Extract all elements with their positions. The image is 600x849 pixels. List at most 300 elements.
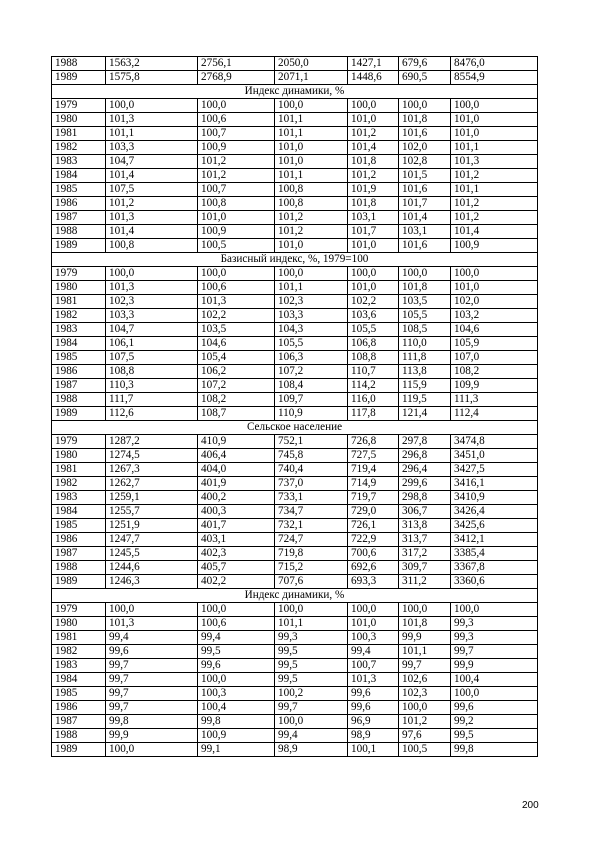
value-cell: 101,3	[106, 617, 198, 631]
value-cell: 100,0	[399, 267, 451, 281]
table-row	[52, 743, 538, 757]
value-cell: 107,5	[106, 183, 198, 197]
value-cell: 3416,1	[451, 477, 538, 491]
value-cell: 112,4	[451, 407, 538, 421]
value-cell: 99,8	[451, 743, 538, 757]
table-row	[52, 337, 538, 351]
value-cell: 733,1	[275, 491, 348, 505]
value-cell: 103,3	[275, 309, 348, 323]
value-cell: 101,2	[198, 169, 275, 183]
value-cell: 101,8	[399, 281, 451, 295]
value-cell: 726,1	[348, 519, 399, 533]
value-cell: 99,7	[106, 687, 198, 701]
value-cell: 1575,8	[106, 71, 198, 85]
value-cell: 104,3	[275, 323, 348, 337]
value-cell: 3451,0	[451, 449, 538, 463]
value-cell: 297,8	[399, 435, 451, 449]
value-cell: 101,3	[348, 673, 399, 687]
value-cell: 101,2	[106, 197, 198, 211]
year-cell: 1984	[52, 337, 106, 351]
year-cell: 1979	[52, 267, 106, 281]
value-cell: 99,4	[275, 729, 348, 743]
year-cell: 1980	[52, 449, 106, 463]
value-cell: 101,2	[451, 169, 538, 183]
value-cell: 8476,0	[451, 57, 538, 71]
value-cell: 99,5	[198, 645, 275, 659]
year-cell: 1984	[52, 505, 106, 519]
table-body	[52, 57, 538, 757]
value-cell: 101,1	[451, 141, 538, 155]
value-cell: 99,6	[348, 701, 399, 715]
value-cell: 99,5	[275, 659, 348, 673]
value-cell: 311,2	[399, 575, 451, 589]
value-cell: 3426,4	[451, 505, 538, 519]
value-cell: 110,0	[399, 337, 451, 351]
value-cell: 101,2	[275, 225, 348, 239]
year-cell: 1989	[52, 71, 106, 85]
value-cell: 101,0	[451, 113, 538, 127]
value-cell: 119,5	[399, 393, 451, 407]
value-cell: 101,1	[275, 113, 348, 127]
table-row	[52, 519, 538, 533]
value-cell: 101,3	[106, 281, 198, 295]
value-cell: 99,7	[275, 701, 348, 715]
value-cell: 100,0	[451, 687, 538, 701]
value-cell: 405,7	[198, 561, 275, 575]
value-cell: 101,4	[399, 211, 451, 225]
value-cell: 101,2	[198, 155, 275, 169]
value-cell: 110,9	[275, 407, 348, 421]
value-cell: 113,8	[399, 365, 451, 379]
value-cell: 101,1	[275, 281, 348, 295]
value-cell: 306,7	[399, 505, 451, 519]
value-cell: 99,7	[399, 659, 451, 673]
value-cell: 100,0	[106, 99, 198, 113]
value-cell: 116,0	[348, 393, 399, 407]
table-row	[52, 127, 538, 141]
value-cell: 99,7	[106, 659, 198, 673]
value-cell: 99,7	[106, 701, 198, 715]
value-cell: 101,1	[275, 169, 348, 183]
value-cell: 722,9	[348, 533, 399, 547]
value-cell: 115,9	[399, 379, 451, 393]
value-cell: 100,0	[198, 99, 275, 113]
year-cell: 1986	[52, 365, 106, 379]
value-cell: 102,6	[399, 673, 451, 687]
value-cell: 100,9	[198, 141, 275, 155]
value-cell: 99,4	[198, 631, 275, 645]
table-row	[52, 491, 538, 505]
value-cell: 3427,5	[451, 463, 538, 477]
value-cell: 406,4	[198, 449, 275, 463]
value-cell: 100,0	[106, 267, 198, 281]
year-cell: 1985	[52, 687, 106, 701]
value-cell: 100,0	[198, 267, 275, 281]
year-cell: 1988	[52, 561, 106, 575]
value-cell: 100,8	[275, 183, 348, 197]
value-cell: 101,7	[348, 225, 399, 239]
value-cell: 1448,6	[348, 71, 399, 85]
value-cell: 692,6	[348, 561, 399, 575]
value-cell: 1427,1	[348, 57, 399, 71]
table-row	[52, 435, 538, 449]
value-cell: 103,1	[399, 225, 451, 239]
value-cell: 99,6	[348, 687, 399, 701]
table-row	[52, 379, 538, 393]
value-cell: 100,9	[451, 239, 538, 253]
page-number: 200	[522, 800, 539, 811]
value-cell: 101,0	[348, 239, 399, 253]
value-cell: 100,0	[451, 267, 538, 281]
value-cell: 1255,7	[106, 505, 198, 519]
table-row	[52, 687, 538, 701]
table-row	[52, 57, 538, 71]
value-cell: 296,8	[399, 449, 451, 463]
value-cell: 101,2	[275, 211, 348, 225]
value-cell: 112,6	[106, 407, 198, 421]
value-cell: 298,8	[399, 491, 451, 505]
value-cell: 740,4	[275, 463, 348, 477]
value-cell: 101,4	[106, 225, 198, 239]
value-cell: 99,6	[198, 659, 275, 673]
value-cell: 99,6	[451, 701, 538, 715]
value-cell: 1267,3	[106, 463, 198, 477]
year-cell: 1988	[52, 57, 106, 71]
year-cell: 1981	[52, 127, 106, 141]
value-cell: 105,5	[275, 337, 348, 351]
value-cell: 100,0	[198, 603, 275, 617]
table-row	[52, 659, 538, 673]
value-cell: 101,0	[275, 141, 348, 155]
table-row	[52, 141, 538, 155]
year-cell: 1985	[52, 351, 106, 365]
value-cell: 110,3	[106, 379, 198, 393]
value-cell: 101,2	[348, 169, 399, 183]
year-cell: 1981	[52, 631, 106, 645]
value-cell: 99,7	[451, 645, 538, 659]
value-cell: 102,3	[399, 687, 451, 701]
value-cell: 101,6	[399, 127, 451, 141]
value-cell: 3425,6	[451, 519, 538, 533]
year-cell: 1986	[52, 533, 106, 547]
table-row	[52, 463, 538, 477]
value-cell: 403,1	[198, 533, 275, 547]
table-row	[52, 155, 538, 169]
year-cell: 1983	[52, 155, 106, 169]
value-cell: 714,9	[348, 477, 399, 491]
value-cell: 100,6	[198, 113, 275, 127]
value-cell: 104,6	[451, 323, 538, 337]
value-cell: 1245,5	[106, 547, 198, 561]
section-header-row	[52, 589, 538, 603]
value-cell: 400,2	[198, 491, 275, 505]
section-title: Индекс динамики, %	[52, 589, 538, 603]
value-cell: 100,0	[348, 603, 399, 617]
year-cell: 1985	[52, 519, 106, 533]
value-cell: 309,7	[399, 561, 451, 575]
value-cell: 99,1	[198, 743, 275, 757]
value-cell: 410,9	[198, 435, 275, 449]
value-cell: 100,7	[198, 183, 275, 197]
value-cell: 2071,1	[275, 71, 348, 85]
table-row	[52, 701, 538, 715]
year-cell: 1982	[52, 645, 106, 659]
value-cell: 719,8	[275, 547, 348, 561]
value-cell: 114,2	[348, 379, 399, 393]
value-cell: 101,0	[198, 211, 275, 225]
value-cell: 101,3	[198, 295, 275, 309]
value-cell: 101,2	[348, 127, 399, 141]
table-row	[52, 533, 538, 547]
value-cell: 99,5	[275, 673, 348, 687]
year-cell: 1987	[52, 211, 106, 225]
value-cell: 99,8	[198, 715, 275, 729]
value-cell: 121,4	[399, 407, 451, 421]
value-cell: 98,9	[348, 729, 399, 743]
value-cell: 108,5	[399, 323, 451, 337]
value-cell: 108,2	[451, 365, 538, 379]
value-cell: 105,5	[399, 309, 451, 323]
table-row	[52, 575, 538, 589]
section-title: Индекс динамики, %	[52, 85, 538, 99]
section-header-row	[52, 421, 538, 435]
value-cell: 690,5	[399, 71, 451, 85]
value-cell: 101,8	[399, 617, 451, 631]
value-cell: 109,7	[275, 393, 348, 407]
table-row	[52, 365, 538, 379]
table-row	[52, 267, 538, 281]
value-cell: 100,6	[198, 281, 275, 295]
value-cell: 401,7	[198, 519, 275, 533]
table-row	[52, 225, 538, 239]
table-row	[52, 617, 538, 631]
table-row	[52, 239, 538, 253]
value-cell: 99,4	[348, 645, 399, 659]
year-cell: 1984	[52, 673, 106, 687]
value-cell: 99,9	[106, 729, 198, 743]
year-cell: 1981	[52, 295, 106, 309]
value-cell: 100,8	[106, 239, 198, 253]
value-cell: 693,3	[348, 575, 399, 589]
year-cell: 1979	[52, 603, 106, 617]
value-cell: 100,0	[275, 603, 348, 617]
value-cell: 106,2	[198, 365, 275, 379]
value-cell: 100,2	[275, 687, 348, 701]
value-cell: 99,4	[106, 631, 198, 645]
value-cell: 100,5	[399, 743, 451, 757]
year-cell: 1987	[52, 547, 106, 561]
value-cell: 3360,6	[451, 575, 538, 589]
table-row	[52, 351, 538, 365]
value-cell: 103,6	[348, 309, 399, 323]
value-cell: 101,3	[106, 211, 198, 225]
table-row	[52, 393, 538, 407]
table-row	[52, 715, 538, 729]
section-header-row	[52, 85, 538, 99]
value-cell: 101,5	[399, 169, 451, 183]
value-cell: 100,0	[275, 99, 348, 113]
value-cell: 109,9	[451, 379, 538, 393]
value-cell: 101,7	[399, 197, 451, 211]
value-cell: 402,3	[198, 547, 275, 561]
year-cell: 1989	[52, 743, 106, 757]
value-cell: 402,2	[198, 575, 275, 589]
value-cell: 103,3	[106, 141, 198, 155]
value-cell: 99,9	[399, 631, 451, 645]
value-cell: 104,7	[106, 155, 198, 169]
value-cell: 100,7	[348, 659, 399, 673]
value-cell: 752,1	[275, 435, 348, 449]
year-cell: 1982	[52, 141, 106, 155]
value-cell: 108,8	[348, 351, 399, 365]
value-cell: 101,1	[399, 645, 451, 659]
year-cell: 1986	[52, 197, 106, 211]
value-cell: 1251,9	[106, 519, 198, 533]
value-cell: 104,7	[106, 323, 198, 337]
table-row	[52, 183, 538, 197]
value-cell: 100,0	[399, 603, 451, 617]
value-cell: 1287,2	[106, 435, 198, 449]
table-row	[52, 407, 538, 421]
value-cell: 106,3	[275, 351, 348, 365]
value-cell: 707,6	[275, 575, 348, 589]
value-cell: 101,3	[451, 155, 538, 169]
value-cell: 101,0	[451, 127, 538, 141]
value-cell: 1274,5	[106, 449, 198, 463]
value-cell: 108,2	[198, 393, 275, 407]
value-cell: 1563,2	[106, 57, 198, 71]
value-cell: 99,3	[275, 631, 348, 645]
value-cell: 102,3	[275, 295, 348, 309]
table-row	[52, 477, 538, 491]
section-header-row	[52, 253, 538, 267]
value-cell: 734,7	[275, 505, 348, 519]
table-row	[52, 729, 538, 743]
value-cell: 100,0	[348, 267, 399, 281]
value-cell: 103,3	[106, 309, 198, 323]
value-cell: 107,2	[275, 365, 348, 379]
value-cell: 3410,9	[451, 491, 538, 505]
value-cell: 105,5	[348, 323, 399, 337]
value-cell: 99,5	[451, 729, 538, 743]
value-cell: 737,0	[275, 477, 348, 491]
value-cell: 679,6	[399, 57, 451, 71]
year-cell: 1989	[52, 575, 106, 589]
table-row	[52, 547, 538, 561]
value-cell: 101,4	[451, 225, 538, 239]
value-cell: 2768,9	[198, 71, 275, 85]
value-cell: 99,3	[451, 631, 538, 645]
value-cell: 99,9	[451, 659, 538, 673]
value-cell: 100,0	[106, 603, 198, 617]
value-cell: 8554,9	[451, 71, 538, 85]
value-cell: 103,5	[399, 295, 451, 309]
table-row	[52, 169, 538, 183]
value-cell: 101,2	[451, 211, 538, 225]
value-cell: 108,4	[275, 379, 348, 393]
section-title: Базисный индекс, %, 1979=100	[52, 253, 538, 267]
table-row	[52, 323, 538, 337]
value-cell: 296,4	[399, 463, 451, 477]
value-cell: 99,2	[451, 715, 538, 729]
value-cell: 1262,7	[106, 477, 198, 491]
value-cell: 111,3	[451, 393, 538, 407]
table-row	[52, 645, 538, 659]
value-cell: 101,8	[348, 197, 399, 211]
value-cell: 1259,1	[106, 491, 198, 505]
value-cell: 101,2	[451, 197, 538, 211]
year-cell: 1980	[52, 113, 106, 127]
value-cell: 100,0	[198, 673, 275, 687]
table-row	[52, 197, 538, 211]
year-cell: 1980	[52, 617, 106, 631]
value-cell: 99,5	[275, 645, 348, 659]
value-cell: 101,1	[275, 127, 348, 141]
value-cell: 100,8	[198, 197, 275, 211]
value-cell: 100,0	[275, 715, 348, 729]
value-cell: 111,8	[399, 351, 451, 365]
value-cell: 102,3	[106, 295, 198, 309]
value-cell: 105,9	[451, 337, 538, 351]
value-cell: 100,1	[348, 743, 399, 757]
value-cell: 100,6	[198, 617, 275, 631]
year-cell: 1981	[52, 463, 106, 477]
value-cell: 101,6	[399, 239, 451, 253]
section-title: Сельское население	[52, 421, 538, 435]
year-cell: 1988	[52, 729, 106, 743]
value-cell: 1246,3	[106, 575, 198, 589]
value-cell: 101,4	[106, 169, 198, 183]
table-row	[52, 295, 538, 309]
value-cell: 1247,7	[106, 533, 198, 547]
year-cell: 1988	[52, 393, 106, 407]
table-row	[52, 113, 538, 127]
value-cell: 1244,6	[106, 561, 198, 575]
value-cell: 400,3	[198, 505, 275, 519]
value-cell: 100,0	[399, 99, 451, 113]
value-cell: 3474,8	[451, 435, 538, 449]
value-cell: 313,7	[399, 533, 451, 547]
year-cell: 1987	[52, 379, 106, 393]
table-row	[52, 561, 538, 575]
year-cell: 1982	[52, 477, 106, 491]
value-cell: 100,4	[451, 673, 538, 687]
value-cell: 102,8	[399, 155, 451, 169]
value-cell: 100,8	[275, 197, 348, 211]
value-cell: 102,0	[399, 141, 451, 155]
value-cell: 104,6	[198, 337, 275, 351]
value-cell: 100,0	[451, 99, 538, 113]
value-cell: 3412,1	[451, 533, 538, 547]
value-cell: 101,0	[275, 155, 348, 169]
table-row	[52, 505, 538, 519]
value-cell: 96,9	[348, 715, 399, 729]
value-cell: 313,8	[399, 519, 451, 533]
value-cell: 105,4	[198, 351, 275, 365]
value-cell: 107,5	[106, 351, 198, 365]
value-cell: 719,4	[348, 463, 399, 477]
value-cell: 100,5	[198, 239, 275, 253]
value-cell: 106,8	[348, 337, 399, 351]
value-cell: 99,6	[106, 645, 198, 659]
year-cell: 1987	[52, 715, 106, 729]
value-cell: 100,0	[348, 99, 399, 113]
value-cell: 100,3	[198, 687, 275, 701]
value-cell: 317,2	[399, 547, 451, 561]
value-cell: 101,6	[399, 183, 451, 197]
value-cell: 103,2	[451, 309, 538, 323]
value-cell: 101,9	[348, 183, 399, 197]
